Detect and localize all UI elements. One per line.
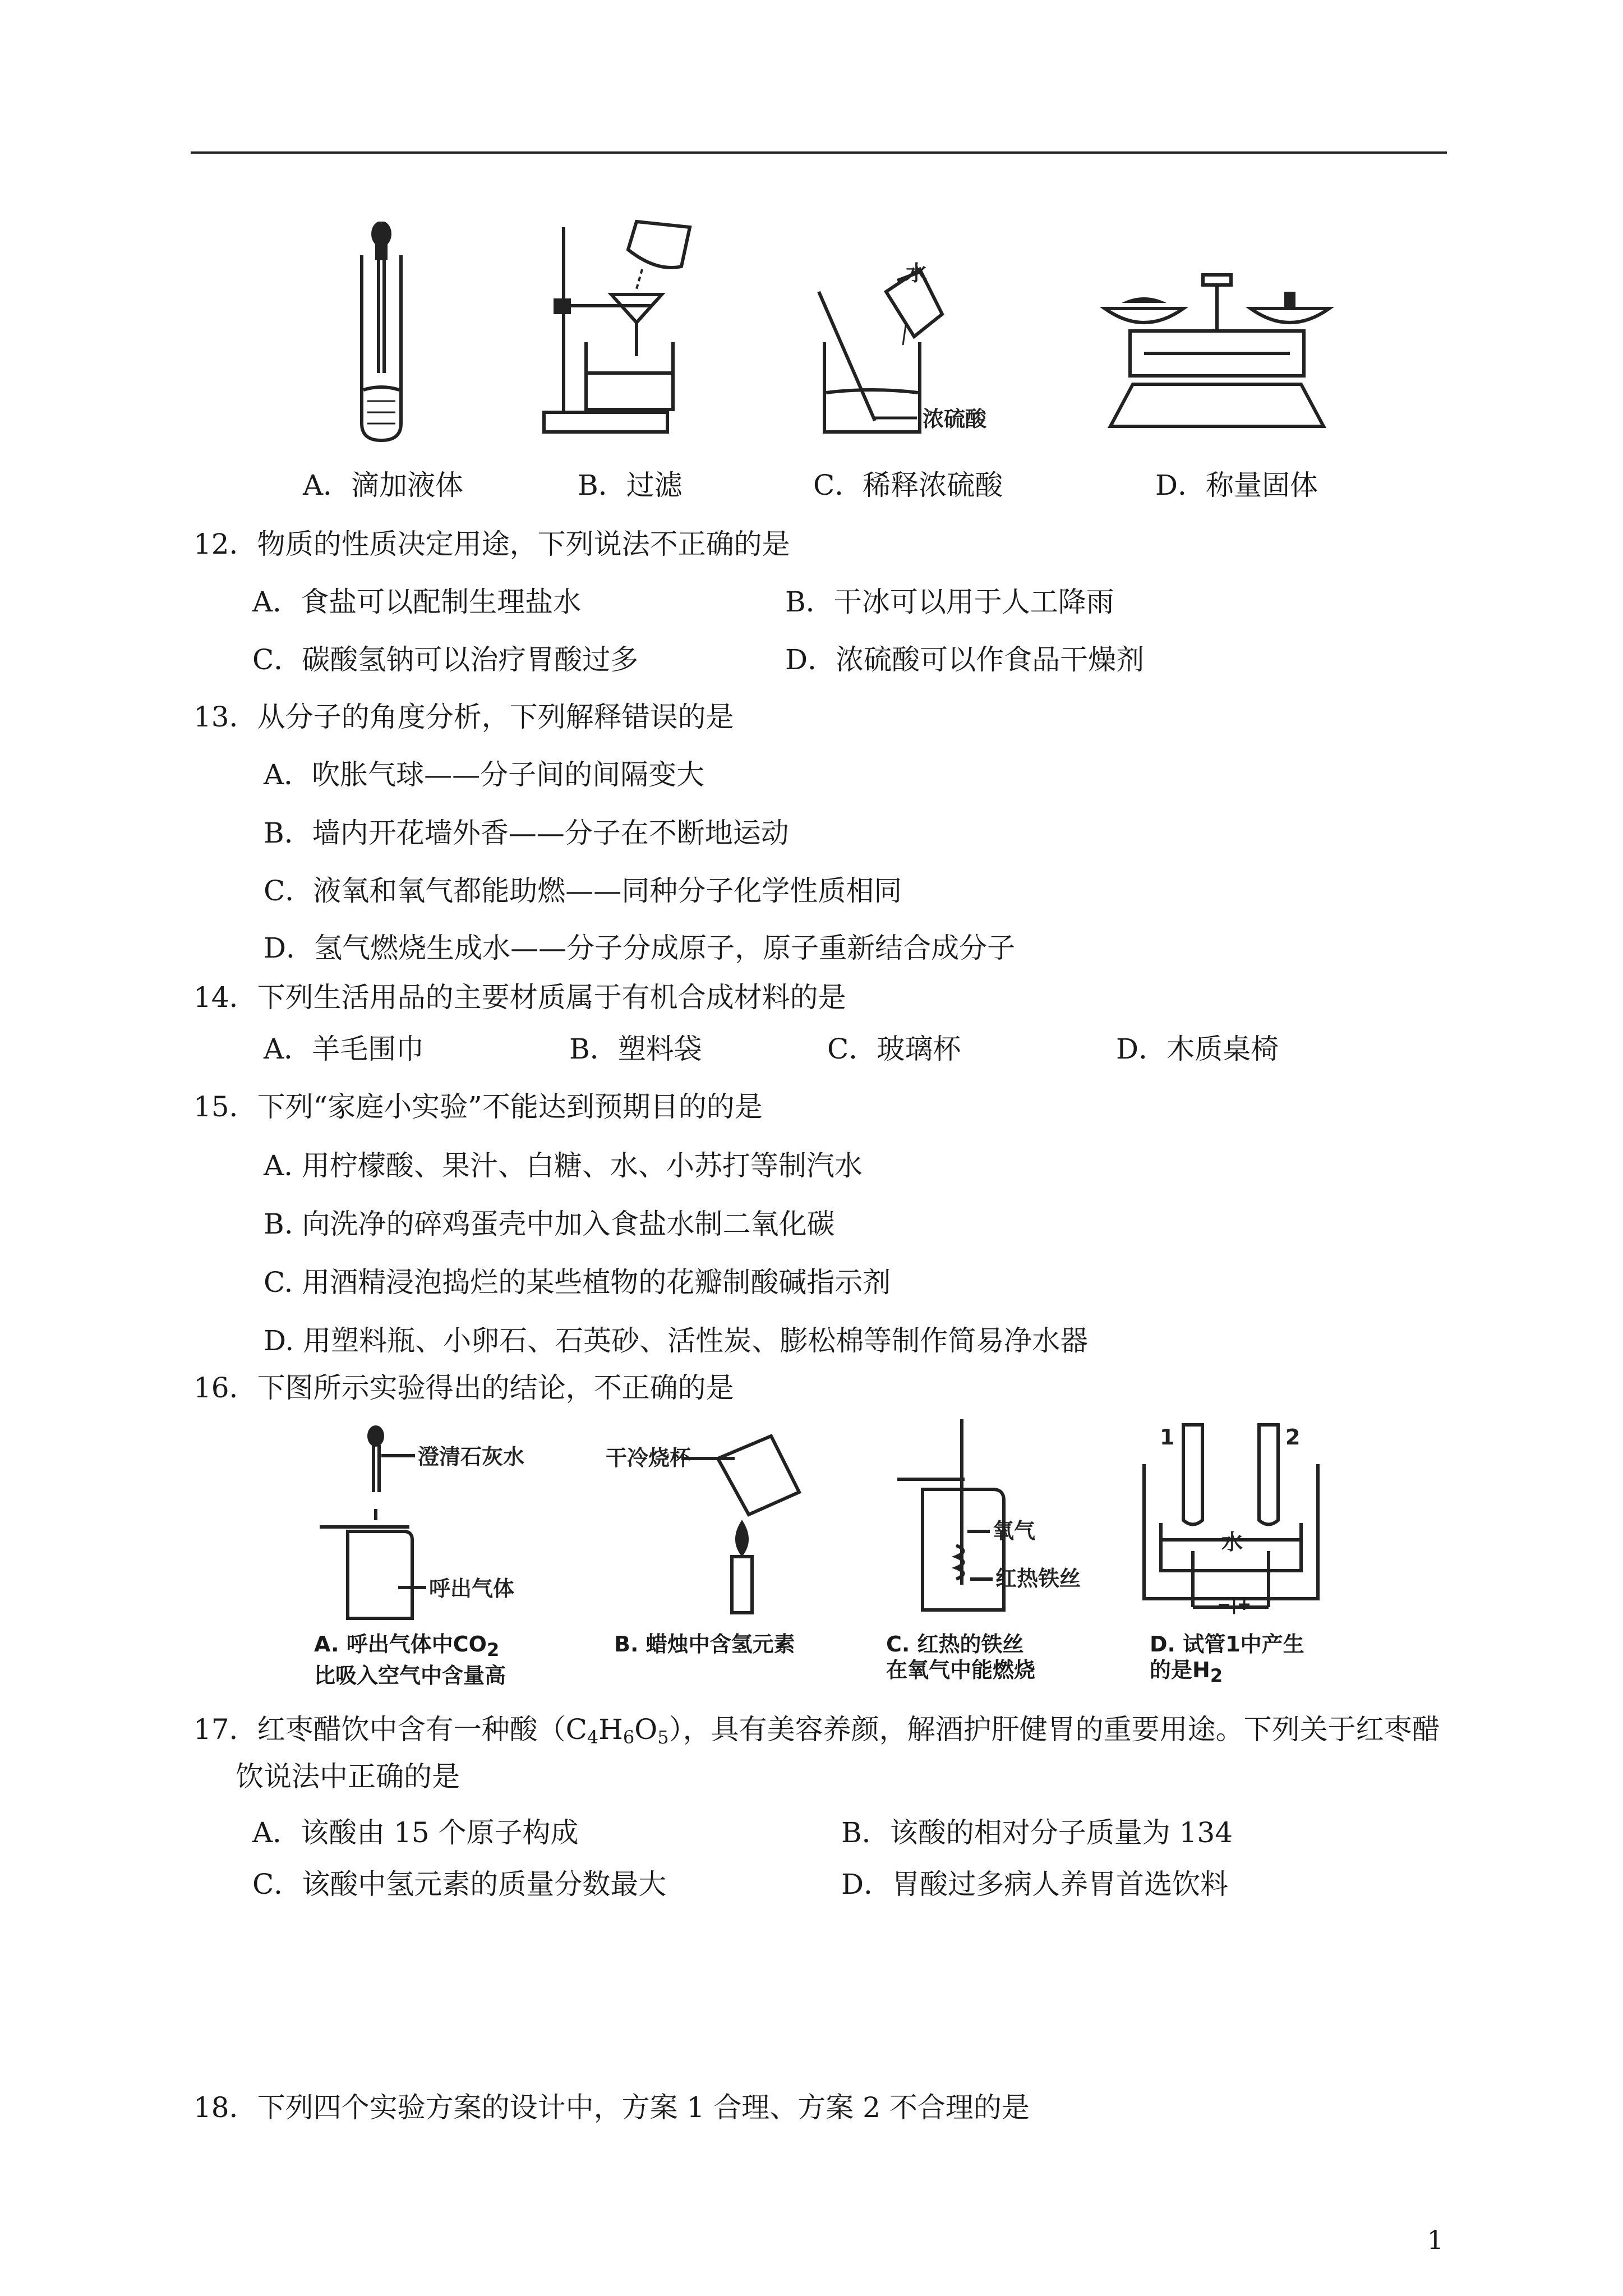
q17-option-d: D．胃酸过多病人养胃首选饮料	[841, 1868, 1229, 1901]
q14-option-c: C．玻璃杯	[827, 1033, 961, 1065]
q17-formula-h-sub: 6	[623, 1727, 635, 1748]
q14-option-a: A．羊毛围巾	[264, 1033, 425, 1065]
question-15-stem: 15．下列“家庭小实验”不能达到预期目的的是	[193, 1091, 763, 1123]
q13-option-a: A．吹胀气球——分子间的间隔变大	[264, 758, 705, 791]
q15-option-d: D. 用塑料瓶、小卵石、石英砂、活性炭、膨松棉等制作简易净水器	[264, 1324, 1089, 1357]
q12-option-b: B．干冰可以用于人工降雨	[785, 586, 1114, 618]
question-18-stem: 18．下列四个实验方案的设计中，方案 1 合理、方案 2 不合理的是	[193, 2091, 1030, 2124]
question-13-stem: 13．从分子的角度分析，下列解释错误的是	[193, 701, 734, 733]
page-number: 1	[1427, 2225, 1444, 2255]
fig16-label-limewater: 澄清石灰水	[418, 1444, 525, 1469]
q17-formula-c-sub: 4	[587, 1727, 599, 1748]
q14-option-b: B．塑料袋	[569, 1033, 702, 1065]
caption-d-weigh: D．称量固体	[1155, 469, 1318, 501]
fig16-label-dry-beaker: 干冷烧杯	[606, 1446, 691, 1470]
fig16-caption-a-sub: 2	[486, 1639, 500, 1660]
fig16-label-tube2: 2	[1285, 1425, 1301, 1450]
header-rule	[191, 151, 1447, 154]
q13-option-b: B．墙内开花墙外香——分子在不断地运动	[264, 817, 789, 849]
q13-option-c: C．液氧和氧气都能助燃——同种分子化学性质相同	[264, 875, 902, 907]
question-14-stem: 14．下列生活用品的主要材质属于有机合成材料的是	[193, 981, 846, 1014]
fig16-label-water: 水	[1221, 1530, 1243, 1554]
fig16-caption-d-line2: 的是H	[1150, 1658, 1210, 1682]
caption-a-dropping: A．滴加液体	[303, 469, 464, 501]
q17-formula-h: H	[598, 1713, 623, 1746]
question-17-stem	[193, 1713, 1440, 1754]
figure-balance	[1099, 264, 1335, 438]
question-17-stem-line2: 饮说法中正确的是	[236, 1760, 460, 1793]
q17-formula-o-sub: 5	[657, 1727, 669, 1748]
fig-label-water: 水	[906, 261, 928, 286]
q15-option-a: A. 用柠檬酸、果汁、白糖、水、小苏打等制汽水	[264, 1149, 863, 1182]
q12-option-c: C．碳酸氢钠可以治疗胃酸过多	[252, 643, 639, 676]
fig16-caption-a-line1: A. 呼出气体中CO	[314, 1632, 487, 1657]
q17-option-c: C．该酸中氢元素的质量分数最大	[252, 1868, 667, 1901]
fig16-label-iron-wire: 红热铁丝	[995, 1566, 1081, 1591]
q15-option-c: C. 用酒精浸泡捣烂的某些植物的花瓣制酸碱指示剂	[264, 1266, 891, 1299]
figure-16a-limewater	[314, 1425, 550, 1627]
fig16-caption-d-line1: D. 试管1中产生	[1150, 1632, 1304, 1657]
fig16-caption-d-sub: 2	[1210, 1665, 1223, 1686]
fig16-label-oxygen: 氧气	[993, 1519, 1036, 1543]
figure-16c-iron	[897, 1416, 1099, 1618]
fig16-caption-c	[886, 1631, 1035, 1683]
caption-b-filter: B．过滤	[578, 469, 683, 501]
q12-option-d: D．浓硫酸可以作食品干燥剂	[785, 643, 1145, 676]
q15-option-b: B. 向洗净的碎鸡蛋壳中加入食盐水制二氧化碳	[264, 1208, 835, 1240]
q17-stem-suffix: ），具有美容养颜，解酒护肝健胃的重要用途。下列关于红枣醋	[668, 1713, 1440, 1746]
fig-label-conc-acid: 浓硫酸	[923, 407, 987, 431]
fig16-label-exhaled: 呼出气体	[429, 1576, 515, 1601]
q17-option-a: A．该酸由 15 个原子构成	[252, 1816, 579, 1849]
caption-c-dilute: C．稀释浓硫酸	[813, 469, 1003, 501]
fig16-caption-d	[1150, 1631, 1304, 1688]
fig16-caption-a	[314, 1631, 506, 1688]
fig16-label-battery: −|+	[1217, 1595, 1252, 1614]
question-12-stem: 12．物质的性质决定用途，下列说法不正确的是	[193, 528, 790, 560]
q12-option-a: A．食盐可以配制生理盐水	[252, 586, 582, 618]
fig16-caption-c-line1: C. 红热的铁丝	[886, 1632, 1024, 1657]
q14-option-d: D．木质桌椅	[1116, 1033, 1279, 1065]
q13-option-d: D．氢气燃烧生成水——分子分成原子，原子重新结合成分子	[264, 932, 1016, 964]
fig16-caption-b: B. 蜡烛中含氢元素	[614, 1632, 795, 1657]
fig16-caption-c-line2: 在氧气中能燃烧	[886, 1658, 1036, 1682]
figure-16b-candle	[603, 1425, 810, 1616]
q17-formula-o: O	[634, 1713, 658, 1746]
figure-filtration	[538, 216, 723, 440]
q17-stem-prefix: 17．红枣醋饮中含有一种酸（C	[193, 1713, 587, 1746]
figure-dropper	[348, 222, 415, 443]
figure-16d-electrolysis	[1138, 1414, 1324, 1621]
question-16-stem: 16．下图所示实验得出的结论，不正确的是	[193, 1372, 734, 1404]
figure-dilution	[808, 252, 1015, 438]
fig16-caption-a-line2: 比吸入空气中含量高	[314, 1663, 506, 1688]
q17-option-b: B．该酸的相对分子质量为 134	[841, 1816, 1233, 1849]
fig16-label-tube1: 1	[1160, 1425, 1175, 1450]
